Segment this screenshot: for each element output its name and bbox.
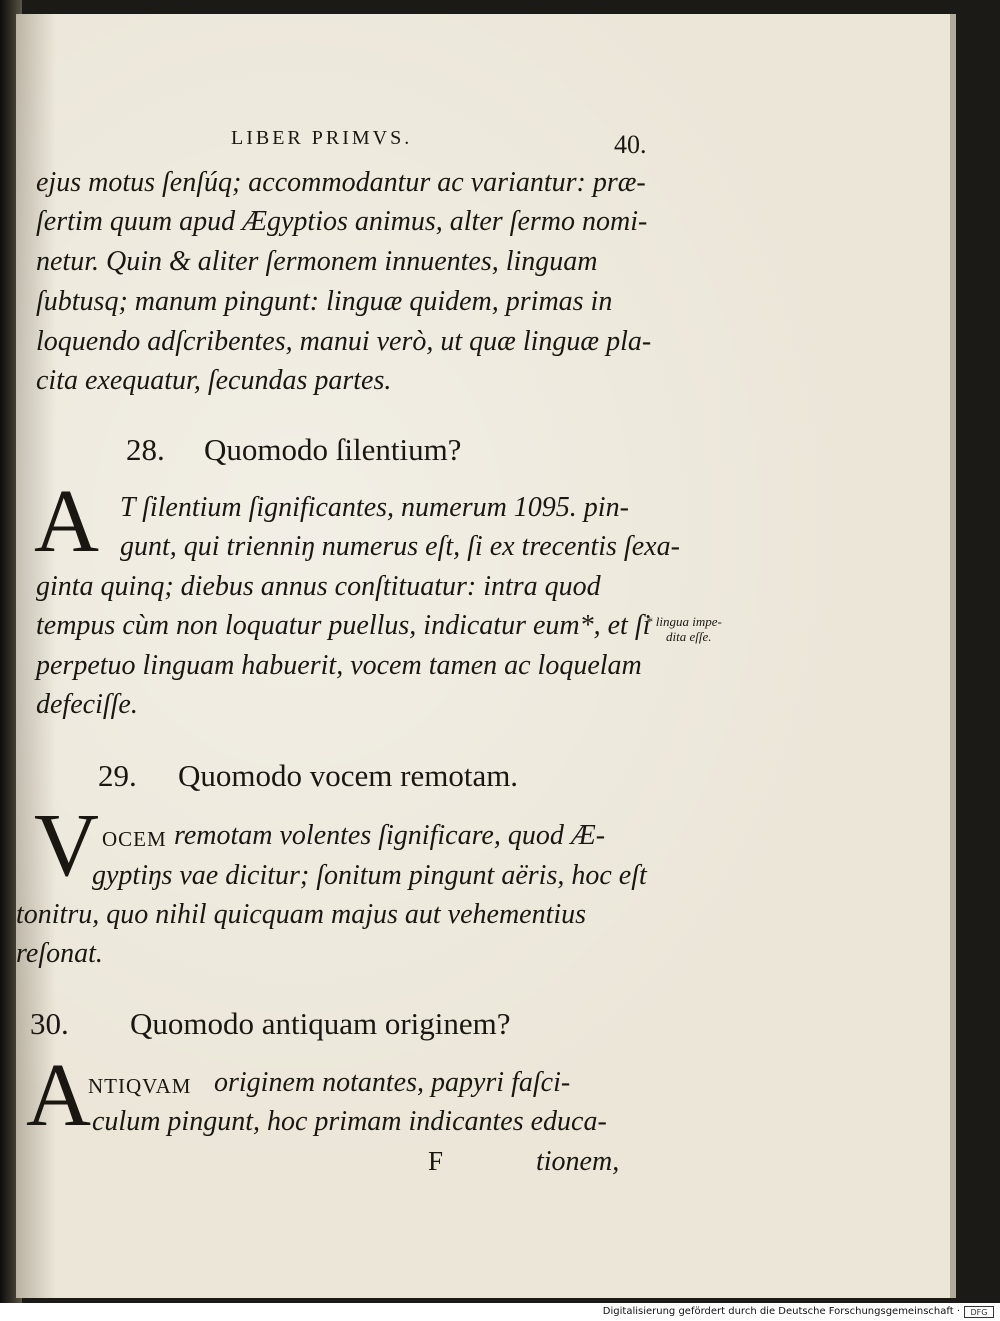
text-line: originem notantes, papyri faſci- [214,1067,571,1098]
section-number: 28. [126,432,165,467]
text-line: ginta quinq; diebus annus conſtituatur: intra quod [36,571,601,602]
page-edge [950,14,956,1298]
text-line: gyptiŋs vae dicitur; ſonitum pingunt aëris, hoc eſt [92,860,647,891]
section-heading: Quomodo ſilentium? [204,432,462,467]
text-line: T ſilentium ſignificantes, numerum 1095. pin- [120,492,629,523]
catchword: tionem, [536,1146,620,1177]
text-line: perpetuo linguam habuerit, vocem tamen ac loquelam [36,650,642,681]
text-line: remotam volentes ſignificare, quod Æ- [174,820,606,851]
text-line: netur. Quin & aliter ſermonem innuentes, linguam [36,246,598,277]
footer-bar [0,1303,1000,1321]
running-title: LIBER PRIMVS. [231,127,413,149]
text-line: gunt, qui trienniŋ numerus eſt, ſi ex trecentis ſexa- [120,531,680,562]
small-caps-word: NTIQVAM [88,1074,192,1098]
text-line: tempus cùm non loquatur puellus, indicatur eum*, et ſi [36,610,651,641]
text-line: culum pingunt, hoc primam indicantes educa- [92,1106,607,1137]
drop-cap: A [26,1046,91,1145]
section-number: 30. [30,1006,69,1041]
dfg-logo: DFG [964,1306,994,1318]
text-line: cita exequatur, ſecundas partes. [36,365,392,396]
book-page [16,14,956,1298]
text-line: loquendo adſcribentes, manui verò, ut quæ linguæ pla- [36,326,652,357]
text-line: ſubtusq; manum pingunt: linguæ quidem, primas in [36,286,613,317]
signature-mark: F [428,1146,444,1176]
text-line: tonitru, quo nihil quicquam majus aut vehementius [16,899,587,930]
text-line: ejus motus ſenſúq; accommodantur ac variantur: præ- [36,167,646,198]
text-line: reſonat. [16,938,103,969]
section-heading: Quomodo vocem remotam. [178,758,519,793]
marginal-note: dita eſſe. [666,629,712,644]
text-line: ſertim quum apud Ægyptios animus, alter ſermo nomi- [36,206,648,237]
marginal-note: * lingua impe- [646,614,722,629]
small-caps-word: OCEM [102,827,167,851]
page-number: 40. [614,130,647,159]
drop-cap: V [34,796,99,895]
section-heading: Quomodo antiquam originem? [130,1006,511,1041]
drop-cap: A [34,472,99,571]
section-number: 29. [98,758,137,793]
funding-credit: Digitalisierung gefördert durch die Deutsche Forschungsgemeinschaft · [602,1306,960,1317]
text-line: defeciſſe. [36,689,138,720]
